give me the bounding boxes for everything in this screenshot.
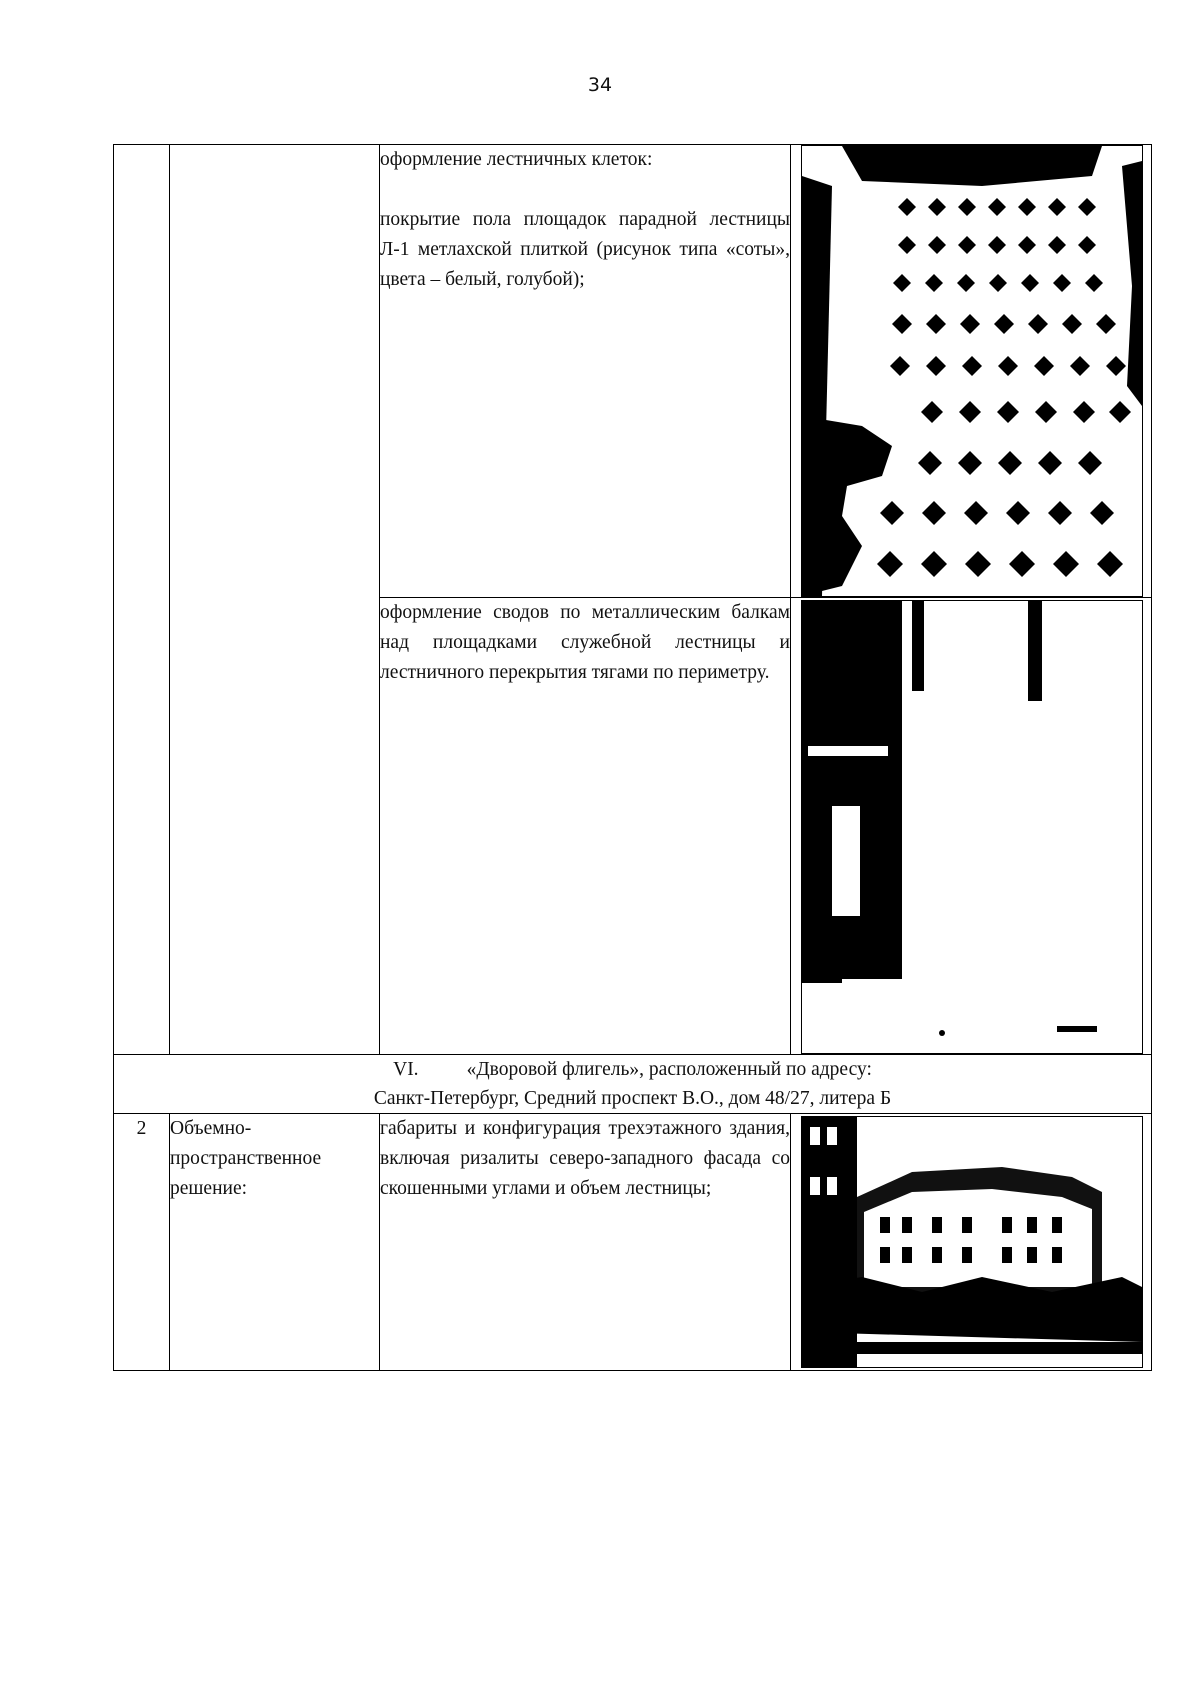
photo-cell <box>791 1114 1152 1371</box>
section-heading <box>114 1055 1152 1114</box>
photo-tile-floor <box>801 145 1143 597</box>
building-image <box>802 1117 1142 1367</box>
description-cell <box>380 1114 791 1371</box>
page-number: 34 <box>587 74 613 96</box>
vault-image <box>802 601 1142 1053</box>
description-cell <box>380 145 791 598</box>
tile-floor-image <box>802 146 1142 596</box>
vault-text: оформление сводов по металлическим балкам над площадками служебной лестницы и лестничного перекрытия тягами по периметру. <box>380 602 790 683</box>
table-row <box>114 1114 1152 1371</box>
stair-decor-heading: оформление лестничных клеток: <box>380 149 653 170</box>
subject-line: пространственное <box>170 1148 322 1169</box>
row-number-cell <box>114 145 170 1055</box>
section-address: Санкт-Петербург, Средний проспект В.О., дом 48/27, литера Б <box>373 1088 892 1109</box>
photo-cell <box>791 145 1152 598</box>
row-subject-cell <box>170 145 380 1055</box>
description-cell <box>380 598 791 1055</box>
subject-line: Объемно- <box>170 1118 252 1139</box>
building-text: габариты и конфигурация трехэтажного здания, включая ризалиты северо-западного фасада со скошенными углами и объем лестницы; <box>380 1118 790 1199</box>
row-number: 2 <box>136 1118 147 1139</box>
photo-building <box>801 1116 1143 1368</box>
floor-tile-text: покрытие пола площадок парадной лестницы Л-1 метлахской плиткой (рисунок типа «соты», цвета – белый, голубой); <box>380 209 790 290</box>
heritage-table <box>113 144 1152 1371</box>
photo-vault <box>801 600 1143 1054</box>
row-subject-cell <box>170 1114 380 1371</box>
photo-cell <box>791 598 1152 1055</box>
subject-line: решение: <box>170 1178 248 1199</box>
table-row <box>114 1055 1152 1114</box>
section-title: «Дворовой флигель», расположенный по адресу: <box>466 1059 872 1080</box>
table-row <box>114 145 1152 598</box>
row-number-cell <box>114 1114 170 1371</box>
section-roman: VI. <box>393 1059 419 1080</box>
